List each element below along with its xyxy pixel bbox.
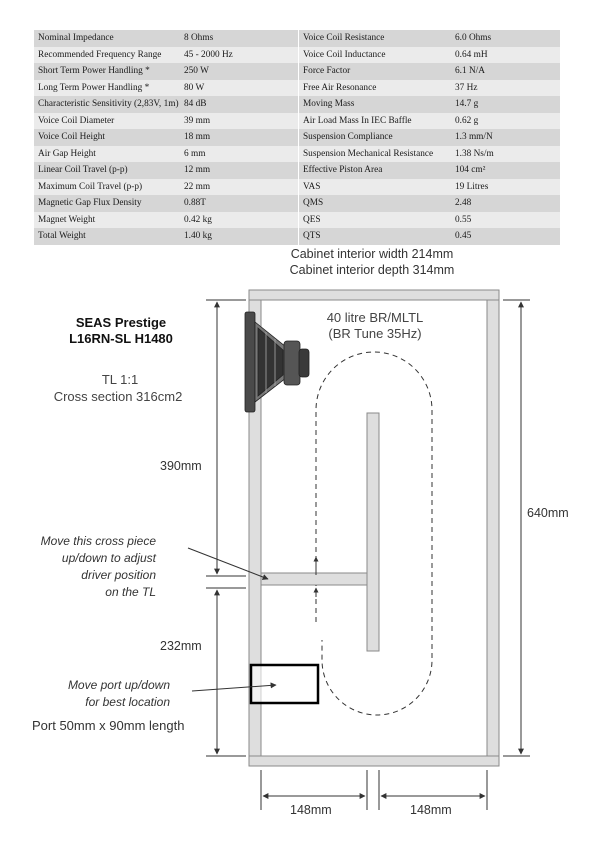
- port-note-line1: Move port up/down: [67, 678, 170, 692]
- spec-label: Suspension Compliance: [299, 129, 452, 146]
- spec-label: Long Term Power Handling *: [34, 80, 180, 97]
- dim-390-label: 390mm: [160, 459, 202, 473]
- bottom-panel: [249, 756, 499, 766]
- spec-value: 6.0 Ohms: [451, 30, 560, 47]
- spec-value: 6.1 N/A: [451, 63, 560, 80]
- spec-label: Nominal Impedance: [34, 30, 180, 47]
- spec-label: Total Weight: [34, 228, 180, 245]
- spec-value: 45 - 2000 Hz: [180, 47, 299, 64]
- port-size-label: Port 50mm x 90mm length: [32, 718, 185, 733]
- spec-label: Air Gap Height: [34, 146, 180, 163]
- spec-value: 0.64 mH: [451, 47, 560, 64]
- spec-label: Linear Coil Travel (p-p): [34, 162, 180, 179]
- spec-label: Short Term Power Handling *: [34, 63, 180, 80]
- spec-value: 0.42 kg: [180, 212, 299, 229]
- port-box: [251, 665, 318, 703]
- spec-label: Force Factor: [299, 63, 452, 80]
- spec-value: 19 Litres: [451, 179, 560, 196]
- spec-value: 1.3 mm/N: [451, 129, 560, 146]
- spec-label: Voice Coil Height: [34, 129, 180, 146]
- spec-value: 80 W: [180, 80, 299, 97]
- back-panel: [487, 300, 499, 756]
- spec-label: Magnetic Gap Flux Density: [34, 195, 180, 212]
- spec-label: QES: [299, 212, 452, 229]
- spec-label: Suspension Mechanical Resistance: [299, 146, 452, 163]
- cross-piece: [261, 573, 369, 585]
- spec-label: Voice Coil Inductance: [299, 47, 452, 64]
- dim-148a-label: 148mm: [290, 803, 332, 817]
- spec-label: Characteristic Sensitivity (2,83V, 1m): [34, 96, 180, 113]
- spec-label: Effective Piston Area: [299, 162, 452, 179]
- cross-note-line1: Move this cross piece: [40, 534, 156, 548]
- driver-name-line2: L16RN-SL H1480: [69, 331, 173, 346]
- spec-label: QTS: [299, 228, 452, 245]
- dim-640-label: 640mm: [527, 506, 569, 520]
- cabinet-width-label: Cabinet interior width 214mm: [290, 247, 454, 261]
- spec-label: VAS: [299, 179, 452, 196]
- cabinet-depth-label: Cabinet interior depth 314mm: [289, 263, 455, 277]
- box-tune-label: (BR Tune 35Hz): [328, 326, 422, 341]
- spec-label: Recommended Frequency Range: [34, 47, 180, 64]
- spec-label: Voice Coil Resistance: [299, 30, 452, 47]
- spec-label: Maximum Coil Travel (p-p): [34, 179, 180, 196]
- top-panel: [249, 290, 499, 300]
- spec-value: 6 mm: [180, 146, 299, 163]
- tl-ratio-label: TL 1:1: [101, 372, 139, 387]
- spec-label: Magnet Weight: [34, 212, 180, 229]
- driver-name-line1: SEAS Prestige: [75, 315, 167, 330]
- spec-label: Air Load Mass In IEC Baffle: [299, 113, 452, 130]
- divider-panel: [367, 413, 379, 651]
- spec-value: 0.45: [451, 228, 560, 245]
- cross-note-line2: up/down to adjust: [61, 551, 156, 565]
- spec-value: 14.7 g: [451, 96, 560, 113]
- spec-value: 84 dB: [180, 96, 299, 113]
- spec-value: 250 W: [180, 63, 299, 80]
- spec-value: 1.38 Ns/m: [451, 146, 560, 163]
- spec-label: Moving Mass: [299, 96, 452, 113]
- box-volume-label: 40 litre BR/MLTL: [326, 310, 424, 325]
- spec-label: QMS: [299, 195, 452, 212]
- spec-value: 12 mm: [180, 162, 299, 179]
- spec-value: 18 mm: [180, 129, 299, 146]
- spec-value: 0.62 g: [451, 113, 560, 130]
- spec-value: 8 Ohms: [180, 30, 299, 47]
- spec-label: Free Air Resonance: [299, 80, 452, 97]
- spec-value: 104 cm²: [451, 162, 560, 179]
- spec-value: 0.55: [451, 212, 560, 229]
- spec-value: 1.40 kg: [180, 228, 299, 245]
- spec-value: 2.48: [451, 195, 560, 212]
- port-note-line2: for best location: [85, 695, 170, 709]
- cross-note-line4: on the TL: [105, 585, 156, 599]
- spec-value: 39 mm: [180, 113, 299, 130]
- spec-value: 0.88T: [180, 195, 299, 212]
- dim-232-label: 232mm: [160, 639, 202, 653]
- tl-cross-section-label: Cross section 316cm2: [53, 389, 183, 404]
- cross-note-line3: driver position: [81, 568, 156, 582]
- spec-value: 22 mm: [180, 179, 299, 196]
- spec-value: 37 Hz: [451, 80, 560, 97]
- spec-label: Voice Coil Diameter: [34, 113, 180, 130]
- dim-148b-label: 148mm: [410, 803, 452, 817]
